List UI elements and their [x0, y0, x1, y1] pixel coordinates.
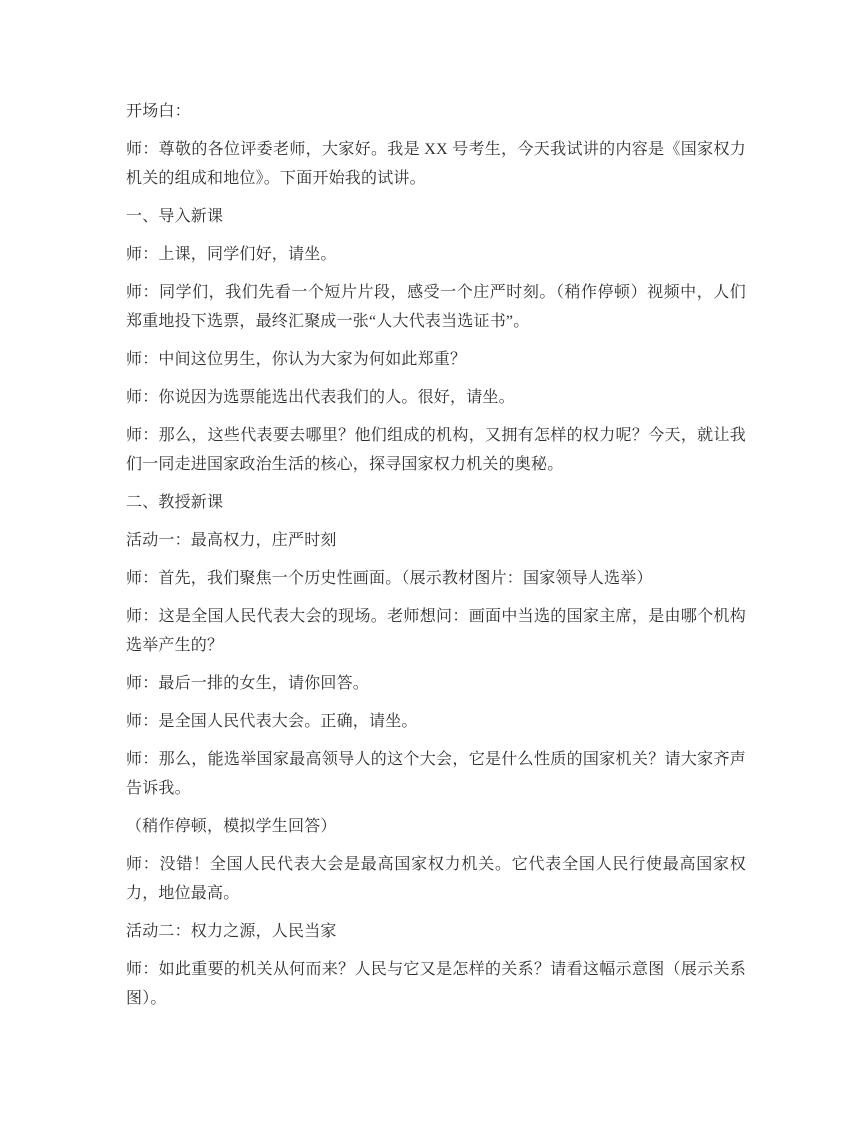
section-heading-1: 一、导入新课: [126, 208, 224, 225]
activity-heading-2: 活动二：权力之源，人民当家: [126, 923, 337, 940]
paragraph: 师：最后一排的女生，请你回答。: [126, 675, 370, 692]
paragraph: 师：那么，能选举国家最高领导人的这个大会，它是什么性质的国家机关？请大家齐声告诉我。: [126, 751, 746, 797]
paragraph: 师：那么，这些代表要去哪里？他们组成的机构，又拥有怎样的权力呢？今天，就让我们一同走进国家政治生活的核心，探寻国家权力机关的奥秘。: [126, 427, 746, 473]
paragraph: 师：上课，同学们好，请坐。: [126, 246, 337, 263]
paragraph: 师：是全国人民代表大会。正确，请坐。: [126, 713, 418, 730]
paragraph: 师：没错！全国人民代表大会是最高国家权力机关。它代表全国人民行使最高国家权力，地位最高。: [126, 856, 746, 902]
paragraph: 师：如此重要的机关从何而来？人民与它又是怎样的关系？请看这幅示意图（展示关系图）。: [126, 961, 746, 1007]
paragraph-opening-label: 开场白：: [126, 103, 191, 120]
paragraph: 师：这是全国人民代表大会的现场。老师想问：画面中当选的国家主席，是由哪个机构选举产生的？: [126, 608, 746, 654]
section-heading-2: 二、教授新课: [126, 494, 224, 511]
paragraph: 师：你说因为选票能选出代表我们的人。很好，请坐。: [126, 389, 515, 406]
paragraph: 师：首先，我们聚焦一个历史性画面。（展示教材图片：国家领导人选举）: [126, 570, 653, 587]
activity-heading-1: 活动一：最高权力，庄严时刻: [126, 532, 337, 549]
paragraph-stage-direction: （稍作停顿，模拟学生回答）: [126, 818, 337, 835]
paragraph: 师：尊敬的各位评委老师，大家好。我是 XX 号考生，今天我试讲的内容是《国家权力机关的组成和地位》。下面开始我的试讲。: [126, 141, 746, 187]
paragraph: 师：同学们，我们先看一个短片片段，感受一个庄严时刻。（稍作停顿）视频中，人们郑重地投下选票，最终汇聚成一张“人大代表当选证书”。: [126, 284, 746, 330]
paragraph: 师：中间这位男生，你认为大家为何如此郑重？: [126, 351, 467, 368]
